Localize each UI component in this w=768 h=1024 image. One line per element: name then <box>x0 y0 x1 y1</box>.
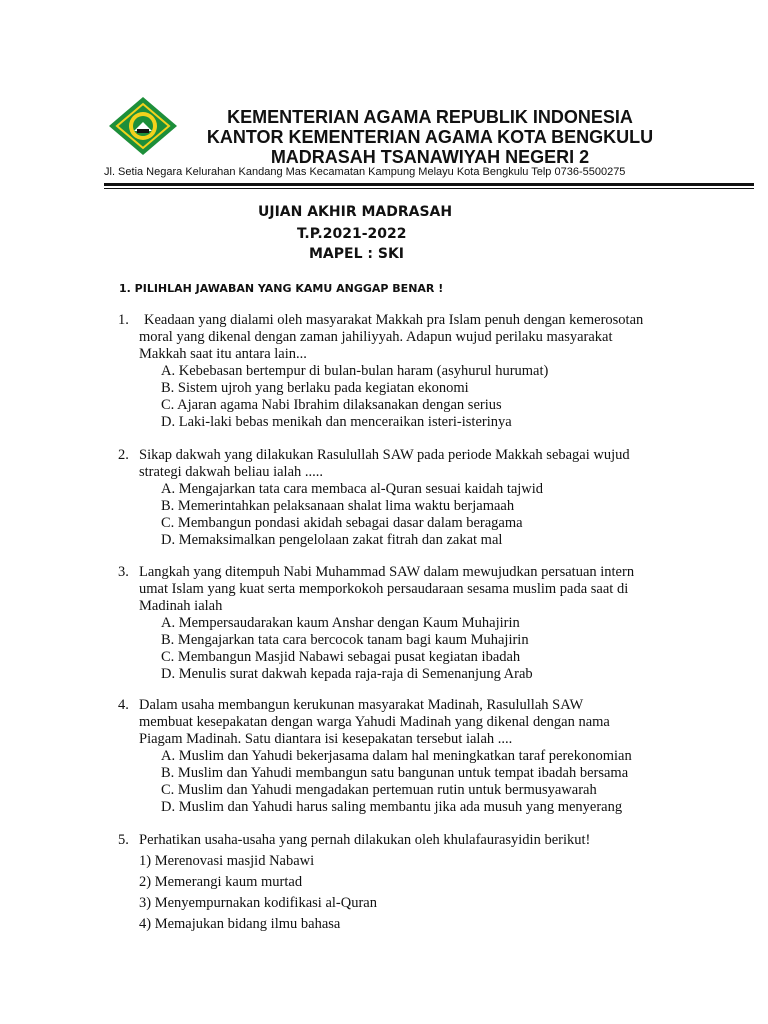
instruction-heading: 1. PILIHLAH JAWABAN YANG KAMU ANGGAP BENAR ! <box>119 282 444 295</box>
list-item: 2) Memerangi kaum murtad <box>139 874 303 890</box>
question-text-line: strategi dakwah beliau ialah ..... <box>139 464 324 480</box>
answer-option: B. Muslim dan Yahudi membangun satu bangunan untuk tempat ibadah bersama <box>161 765 629 781</box>
answer-option: B. Memerintahkan pelaksanaan shalat lima waktu berjamaah <box>161 498 515 514</box>
question-2 <box>118 447 708 549</box>
question-number: 1. <box>118 312 129 328</box>
question-text-line: Madinah ialah <box>139 598 223 614</box>
header-address: Jl. Setia Negara Kelurahan Kandang Mas Kecamatan Kampung Melayu Kota Bengkulu Telp 0736-5500275 <box>104 166 626 178</box>
question-text-line: Perhatikan usaha-usaha yang pernah dilakukan oleh khulafaurasyidin berikut! <box>139 832 591 848</box>
question-text-line: Langkah yang ditempuh Nabi Muhammad SAW dalam mewujudkan persatuan intern <box>139 564 635 580</box>
header-school: MADRASAH TSANAWIYAH NEGERI 2 <box>270 147 590 167</box>
answer-option: D. Laki-laki bebas menikah dan menceraikan isteri-isterinya <box>161 414 512 430</box>
list-item: 3) Menyempurnakan kodifikasi al-Quran <box>139 895 377 911</box>
question-4 <box>118 697 708 816</box>
answer-option: C. Membangun pondasi akidah sebagai dasar dalam beragama <box>161 515 523 531</box>
answer-option: B. Sistem ujroh yang berlaku pada kegiatan ekonomi <box>161 380 469 396</box>
kemenag-logo-icon <box>107 95 179 157</box>
answer-option: A. Kebebasan bertempur di bulan-bulan haram (asyhurul hurumat) <box>161 363 549 379</box>
question-1 <box>118 312 708 431</box>
question-text-line: membuat kesepakatan dengan warga Yahudi Madinah yang dikenal dengan nama <box>139 714 610 730</box>
answer-option: D. Memaksimalkan pengelolaan zakat fitrah dan zakat mal <box>161 532 503 548</box>
exam-title: UJIAN AKHIR MADRASAH <box>258 204 453 220</box>
question-text-line: Piagam Madinah. Satu diantara isi kesepakatan tersebut ialah .... <box>139 731 513 747</box>
list-item: 1) Merenovasi masjid Nabawi <box>139 853 315 869</box>
question-text-line: Keadaan yang dialami oleh masyarakat Makkah pra Islam penuh dengan kemerosotan <box>144 312 644 328</box>
answer-option: C. Muslim dan Yahudi mengadakan pertemuan rutin untuk bermusyawarah <box>161 782 597 798</box>
question-number: 3. <box>118 564 129 580</box>
answer-option: A. Muslim dan Yahudi bekerjasama dalam hal meningkatkan taraf perekonomian <box>161 748 632 764</box>
header-ministry: KEMENTERIAN AGAMA REPUBLIK INDONESIA <box>227 107 633 127</box>
question-text-line: Sikap dakwah yang dilakukan Rasulullah SAW pada periode Makkah sebagai wujud <box>139 447 630 463</box>
answer-option: A. Mempersaudarakan kaum Anshar dengan Kaum Muhajirin <box>161 615 520 631</box>
question-number: 5. <box>118 832 129 848</box>
answer-option: B. Mengajarkan tata cara bercocok tanam bagi kaum Muhajirin <box>161 632 529 648</box>
answer-option: C. Membangun Masjid Nabawi sebagai pusat kegiatan ibadah <box>161 649 521 665</box>
question-number: 2. <box>118 447 129 463</box>
answer-option: A. Mengajarkan tata cara membaca al-Quran sesuai kaidah tajwid <box>161 481 544 497</box>
header-rule-thick <box>104 183 754 186</box>
question-text-line: moral yang dikenal dengan zaman jahiliyyah. Adapun wujud perilaku masyarakat <box>139 329 613 345</box>
answer-option: D. Muslim dan Yahudi harus saling membantu jika ada musuh yang menyerang <box>161 799 623 815</box>
question-text-line: Dalam usaha membangun kerukunan masyarakat Madinah, Rasulullah SAW <box>139 697 584 713</box>
list-item: 4) Memajukan bidang ilmu bahasa <box>139 916 341 932</box>
question-5 <box>118 832 708 935</box>
answer-option: D. Menulis surat dakwah kepada raja-raja di Semenanjung Arab <box>161 666 533 682</box>
header-rule-thin <box>104 188 754 189</box>
exam-year: T.P.2021-2022 <box>297 226 407 242</box>
question-text-line: umat Islam yang kuat serta memporkokoh persaudaraan sesama muslim pada saat di <box>139 581 629 597</box>
answer-option: C. Ajaran agama Nabi Ibrahim dilaksanakan dengan serius <box>161 397 502 413</box>
header-office: KANTOR KEMENTERIAN AGAMA KOTA BENGKULU <box>206 127 654 147</box>
exam-subject: MAPEL : SKI <box>309 246 404 262</box>
question-text-line: Makkah saat itu antara lain... <box>139 346 307 362</box>
question-3 <box>118 564 708 683</box>
question-number: 4. <box>118 697 129 713</box>
